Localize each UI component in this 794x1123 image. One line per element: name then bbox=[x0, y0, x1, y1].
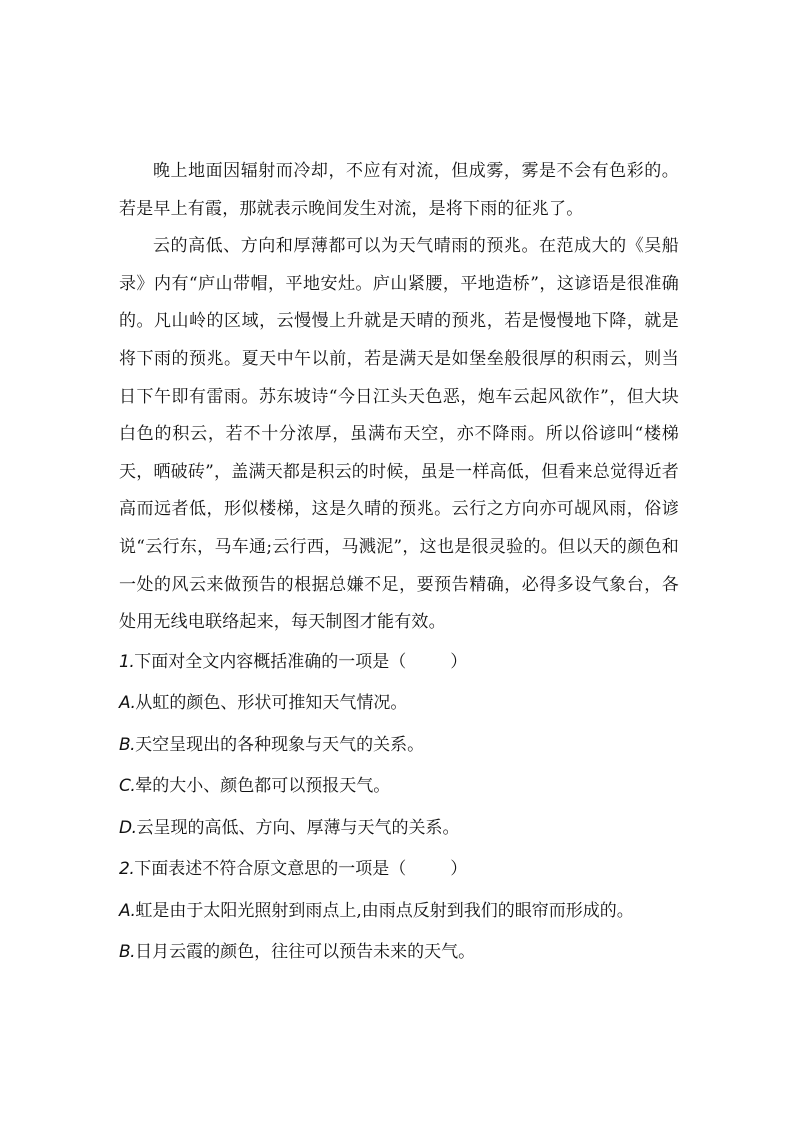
question-2-number: 2. bbox=[119, 859, 135, 880]
option-label: B. bbox=[119, 942, 136, 963]
option-text: 从虹的颜色、形状可推知天气情况。 bbox=[135, 693, 408, 714]
question-2-close: ） bbox=[450, 859, 468, 880]
question-1-close: ） bbox=[450, 651, 468, 672]
option-text: 虹是由于太阳光照射到雨点上,由雨点反射到我们的眼帘而形成的。 bbox=[135, 900, 634, 921]
question-2-text: 下面表述不符合原文意思的一项是（ bbox=[134, 859, 407, 880]
question-1 bbox=[119, 642, 679, 850]
question-1-option-b bbox=[119, 725, 679, 767]
question-1-option-c bbox=[119, 766, 679, 808]
option-label: A. bbox=[119, 900, 136, 921]
question-1-text: 下面对全文内容概括准确的一项是（ bbox=[134, 651, 407, 672]
option-label: C. bbox=[119, 776, 136, 797]
question-2-option-a bbox=[119, 891, 679, 933]
question-2-stem bbox=[119, 849, 679, 891]
option-text: 晕的大小、颜色都可以预报天气。 bbox=[135, 776, 391, 797]
option-text: 云呈现的高低、方向、厚薄与天气的关系。 bbox=[136, 817, 460, 838]
question-2 bbox=[119, 849, 679, 974]
paragraph-2: 云的高低、方向和厚薄都可以为天气晴雨的预兆。在范成大的《吴船录》内有“庐山带帽，平地安灶。庐山紧腰，平地造桥”，这谚语是很准确的。凡山岭的区域，云慢慢上升就是天晴的预兆，若是慢慢地下降，就是将下雨的预兆。夏天中午以前，若是满天是如堡垒般很厚的积雨云，则当日下午即有雷雨。苏东坡诗“今日江头天色恶，炮车云起风欲作”，但大块白色的积云，若不十分浓厚，虽满布天空，亦不降雨。所以俗谚叫“楼梯天，晒破砖”，盖满天都是积云的时候，虽是一样高低，但看来总觉得近者高而远者低，形似楼梯，这是久晴的预兆。云行之方向亦可觇风雨，俗谚说“云行东，马车通;云行西，马溅泥”，这也是很灵验的。但以天的颜色和一处的风云来做预告的根据总嫌不足，要预告精确，必得多设气象台，各处用无线电联络起来，每天制图才能有效。 bbox=[119, 236, 679, 633]
question-1-option-d bbox=[119, 808, 679, 850]
question-2-option-b bbox=[119, 932, 679, 974]
option-text: 天空呈现出的各种现象与天气的关系。 bbox=[135, 734, 425, 755]
option-label: B. bbox=[119, 734, 136, 755]
option-label: D. bbox=[119, 817, 137, 838]
paragraph-1: 晚上地面因辐射而冷却，不应有对流，但成雾，雾是不会有色彩的。若是早上有霞，那就表示晚间发生对流，是将下雨的征兆了。 bbox=[119, 161, 679, 219]
question-1-stem bbox=[119, 642, 679, 684]
option-text: 日月云霞的颜色，往往可以预告未来的天气。 bbox=[135, 942, 476, 963]
question-1-option-a bbox=[119, 683, 679, 725]
question-1-number: 1. bbox=[119, 651, 135, 672]
option-label: A. bbox=[119, 693, 136, 714]
document-body bbox=[119, 153, 679, 974]
